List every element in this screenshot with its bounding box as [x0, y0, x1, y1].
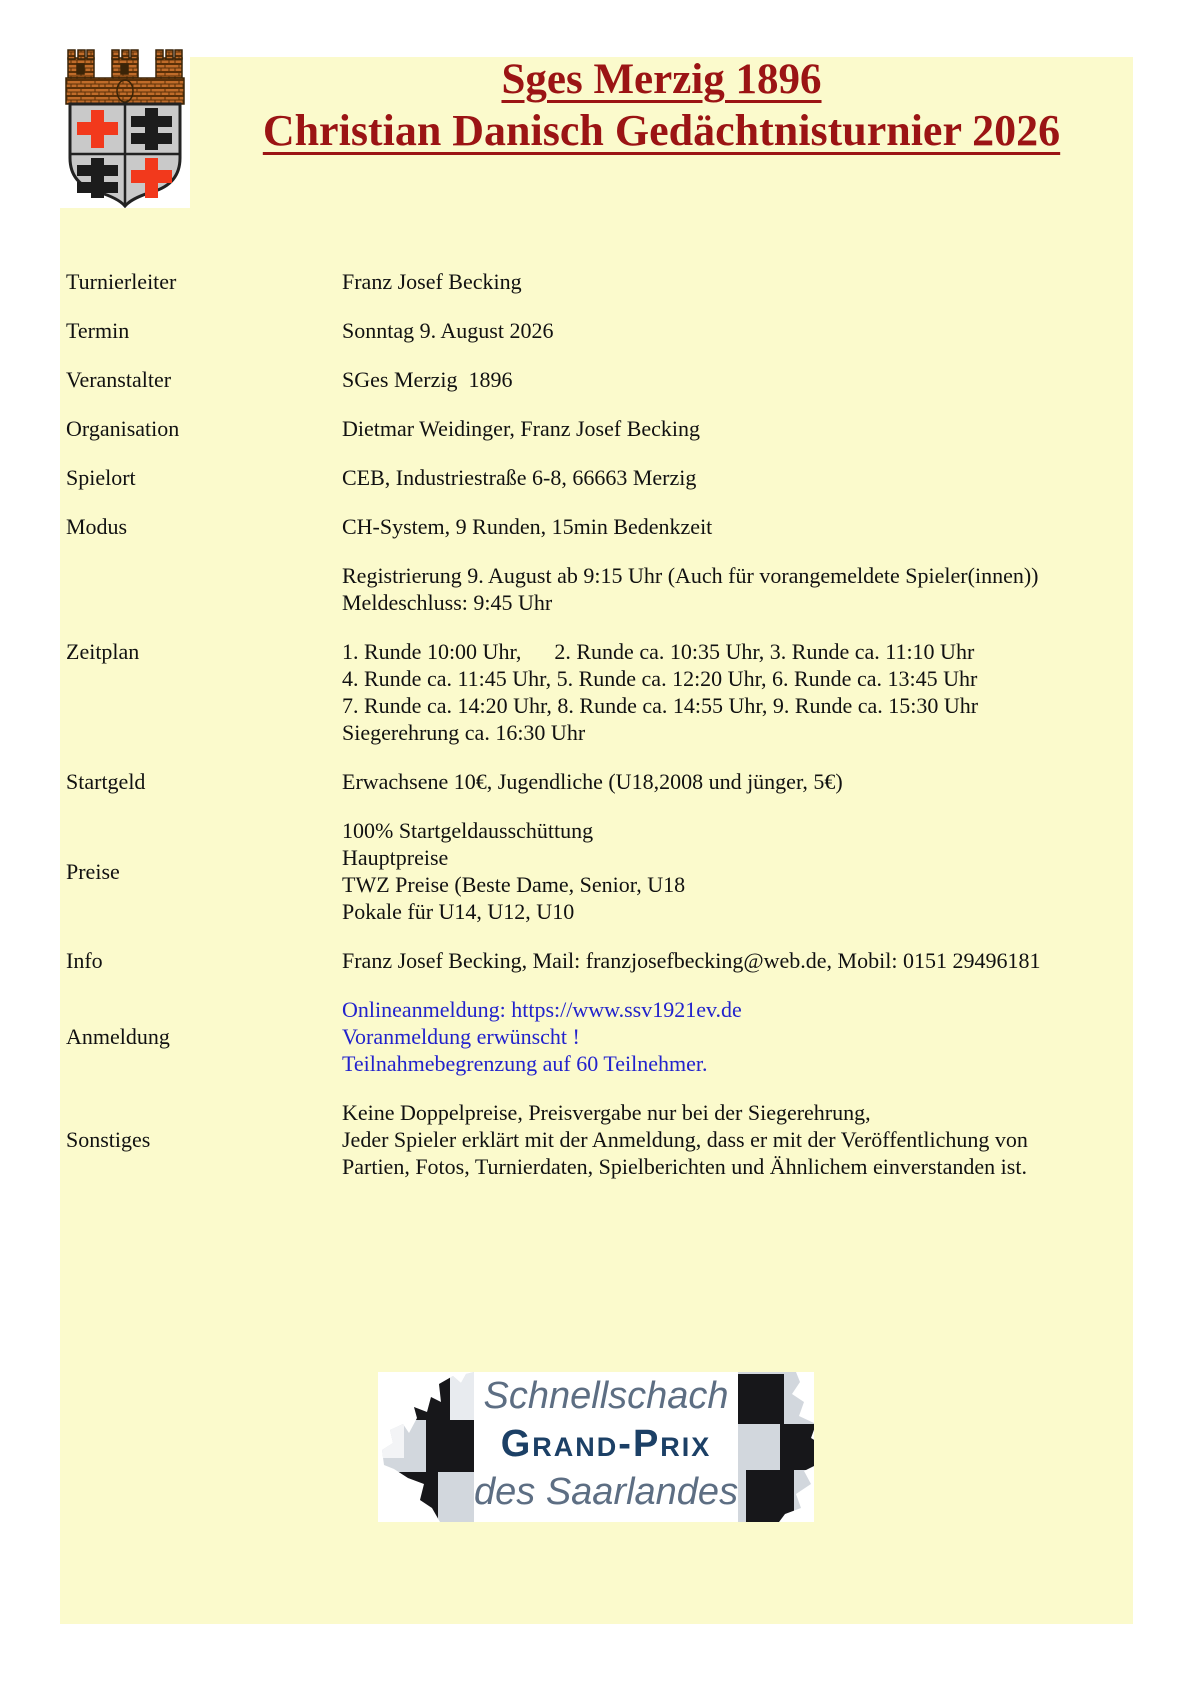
grand-prix-logo-text [474, 1372, 738, 1522]
club-crest-logo [60, 40, 190, 208]
row-label: Spielort [66, 465, 136, 490]
row-label: Startgeld [66, 769, 146, 794]
row-value-line: Registrierung 9. August ab 9:15 Uhr (Auch für vorangemeldete Spieler(innen)) [342, 563, 1039, 588]
table-row-registrierung [66, 562, 1128, 616]
row-value-line: Jeder Spieler erklärt mit der Anmeldung, dass er mit der Veröffentlichung von [342, 1127, 1028, 1152]
page-title [190, 55, 1133, 156]
row-value-line: 1. Runde 10:00 Uhr, 2. Runde ca. 10:35 Uhr, 3. Runde ca. 11:10 Uhr [342, 639, 975, 664]
table-row-termin [66, 317, 1128, 344]
row-label: Info [66, 948, 103, 973]
table-row-spielort [66, 464, 1128, 491]
title-line-2: Christian Danisch Gedächtnisturnier 2026 [262, 106, 1061, 155]
row-value: Sonntag 9. August 2026 [342, 318, 554, 343]
row-value-line: 7. Runde ca. 14:20 Uhr, 8. Runde ca. 14:55 Uhr, 9. Runde ca. 15:30 Uhr [342, 693, 979, 718]
row-value-line: 4. Runde ca. 11:45 Uhr, 5. Runde ca. 12:20 Uhr, 6. Runde ca. 13:45 Uhr [342, 666, 978, 691]
title-line-1: Sges Merzig 1896 [501, 56, 822, 103]
row-value-line: Hauptpreise [342, 845, 449, 870]
table-row-sonstiges [66, 1099, 1128, 1180]
row-value: Erwachsene 10€, Jugendliche (U18,2008 und jünger, 5€) [342, 769, 843, 794]
row-value-line: TWZ Preise (Beste Dame, Senior, U18 [342, 872, 686, 897]
tournament-info-table [66, 268, 1128, 1202]
row-value: CH-System, 9 Runden, 15min Bedenkzeit [342, 514, 713, 539]
row-value-line: Siegerehrung ca. 16:30 Uhr [342, 720, 586, 745]
row-label: Sonstiges [66, 1127, 151, 1152]
table-row-modus [66, 513, 1128, 540]
table-row-veranstalter [66, 366, 1128, 393]
row-value: SGes Merzig 1896 [342, 367, 513, 392]
row-value-line: 100% Startgeldausschüttung [342, 818, 594, 843]
row-value-line: Pokale für U14, U12, U10 [342, 899, 575, 924]
row-value-line: Teilnahmebegrenzung auf 60 Teilnehmer. [342, 1051, 708, 1076]
row-value: Dietmar Weidinger, Franz Josef Becking [342, 416, 701, 441]
row-value: Franz Josef Becking [342, 269, 522, 294]
row-value: Franz Josef Becking, Mail: franzjosefbecking@web.de, Mobil: 0151 29496181 [342, 948, 1041, 973]
table-row-organisation [66, 415, 1128, 442]
row-value-line: Partien, Fotos, Turnierdaten, Spielberichten und Ähnlichem einverstanden ist. [342, 1154, 1027, 1179]
row-value-line: Keine Doppelpreise, Preisvergabe nur bei der Siegerehrung, [342, 1100, 871, 1125]
row-value-line: Voranmeldung erwünscht ! [342, 1024, 580, 1049]
logo-line-des-saarlandes: des Saarlandes [474, 1471, 739, 1513]
table-row-zeitplan [66, 638, 1128, 746]
saarland-map-west-icon [378, 1372, 474, 1522]
grand-prix-logo [378, 1372, 814, 1522]
row-label: Zeitplan [66, 639, 140, 664]
row-label: Veranstalter [66, 367, 172, 392]
row-value: CEB, Industriestraße 6-8, 66663 Merzig [342, 465, 697, 490]
row-label: Termin [66, 318, 130, 343]
row-label: Turnierleiter [66, 269, 177, 294]
logo-line-schnellschach: Schnellschach [483, 1375, 729, 1417]
merzig-crest-icon [60, 195, 190, 212]
saarland-map-east-icon [738, 1372, 814, 1522]
table-row-info [66, 947, 1128, 974]
table-row-turnierleiter [66, 268, 1128, 295]
row-value-line: Meldeschluss: 9:45 Uhr [342, 590, 553, 615]
table-row-startgeld [66, 768, 1128, 795]
row-label: Organisation [66, 416, 180, 441]
table-row-preise [66, 817, 1128, 925]
row-label: Anmeldung [66, 1024, 170, 1049]
row-label: Modus [66, 514, 128, 539]
logo-line-grand-prix: Grand-Prix [500, 1423, 712, 1465]
table-row-anmeldung [66, 996, 1128, 1077]
row-label: Preise [66, 858, 120, 884]
online-registration-link[interactable]: Onlineanmeldung: https://www.ssv1921ev.de [342, 997, 742, 1022]
